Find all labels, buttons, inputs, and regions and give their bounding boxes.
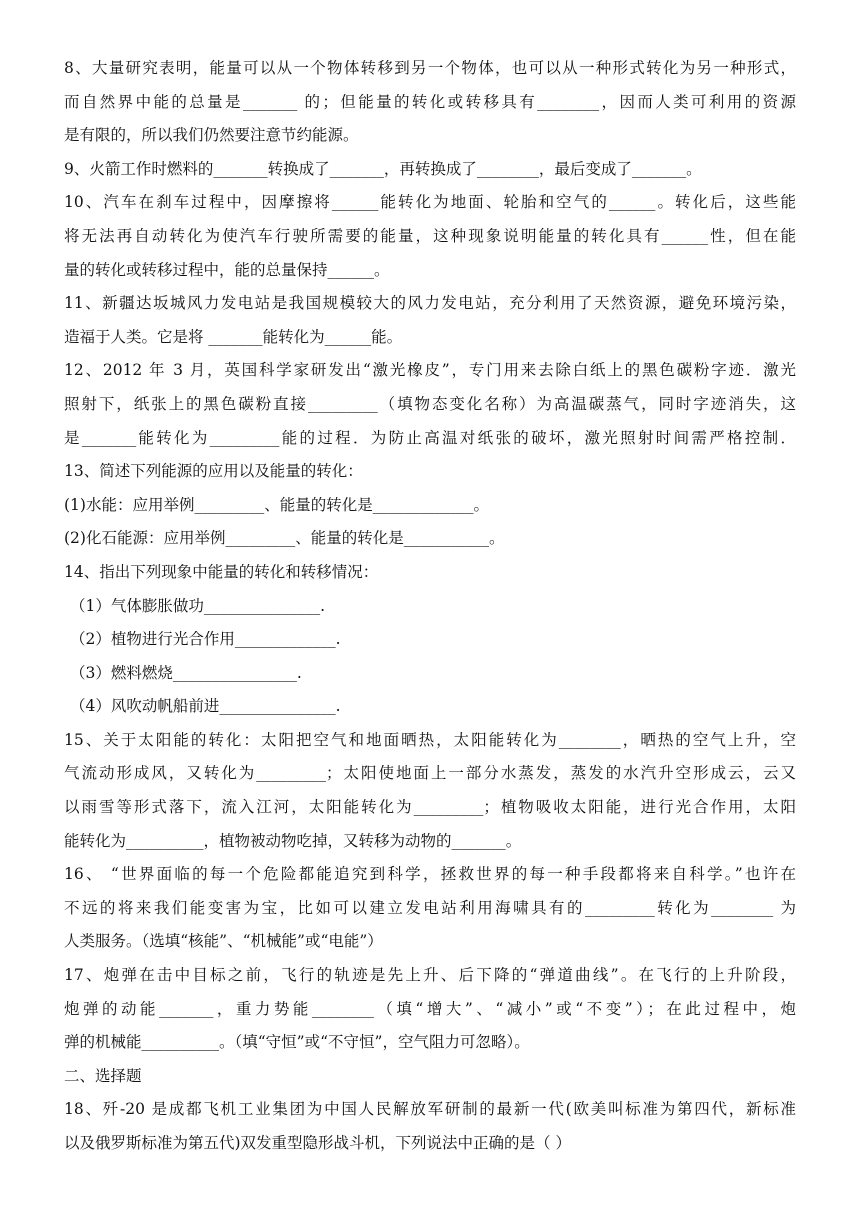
q14-item-3: （3）燃料燃烧________________. [70,663,302,682]
q11-line-1: 11、新疆达坂城风力发电站是我国规模较大的风力发电站，充分利用了天然资源，避免环境污染， [64,294,796,313]
q14-item-1: （1）气体膨胀做功_______________. [70,596,326,615]
q10-line-3: 量的转化或转移过程中，能的总量保持______。 [64,260,390,279]
q14-item-2: （2）植物进行光合作用_____________. [70,630,341,649]
q10-line-1: 10、汽车在刹车过程中，因摩擦将______能转化为地面、轮胎和空气的______。转化后，这些能 [64,193,796,212]
q15-line-2: 气流动形成风，又转化为_________；太阳使地面上一部分水蒸发，蒸发的水汽升空形成云，云又 [64,764,796,783]
q17-line-2: 炮弹的动能_______，重力势能________（填“增大”、“减小”或“不变”）；在此过程中，炮 [64,999,796,1018]
q11-line-2: 造福于人类。它是将 _______能转化为______能。 [64,327,403,346]
q13-item-2: (2)化石能源：应用举例_________、能量的转化是___________。 [64,529,505,548]
q14-item-4: （4）风吹动帆船前进_______________. [70,697,341,716]
q8-line-1: 8、大量研究表明，能量可以从一个物体转移到另一个物体，也可以从一种形式转化为另一种形式， [64,59,796,77]
q15-line-3: 以雨雪等形式落下，流入江河，太阳能转化为_________；植物吸收太阳能，进行光合作用，太阳 [64,798,796,817]
q10-line-2: 将无法再自动转化为使汽车行驶所需要的能量，这种现象说明能量的转化具有______性，但在能 [64,226,796,245]
q15-line-1: 15、关于太阳能的转化：太阳把空气和地面晒热，太阳能转化为________，晒热的空气上升，空 [64,730,796,749]
q16-line-2: 不远的将来我们能变害为宝，比如可以建立发电站利用海啸具有的_________转化为________ 为 [64,898,796,917]
q12-line-2: 照射下，纸张上的黑色碳粉直接_________（填物态变化名称）为高温碳蒸气，同时字迹消失，这 [64,394,796,413]
q13-item-1: (1)水能：应用举例_________、能量的转化是_____________。 [64,495,489,514]
q8-line-3: 是有限的，所以我们仍然要注意节约能源。 [64,126,359,145]
q8-line-2: 而自然界中能的总量是_______ 的；但能量的转化或转移具有________，因而人类可利用的资源 [64,92,796,111]
q15-line-4: 能转化为__________，植物被动物吃掉，又转移为动物的_______。 [64,831,522,850]
q18-line-2: 以及俄罗斯标准为第五代)双发重型隐形战斗机，下列说法中正确的是（ ） [64,1134,571,1152]
q12-line-3: 是_______能转化为_________能的过程．为防止高温对纸张的破坏，激光照射时间需严格控制． [64,428,796,447]
q12-line-1: 12、2012 年 3 月，英国科学家研发出“激光橡皮”，专门用来去除白纸上的黑色碳粉字迹．激光 [64,361,796,380]
q13-title: 13、简述下列能源的应用以及能量的转化： [64,462,363,481]
q18-line-1: 18、歼-20 是成都飞机工业集团为中国人民解放军研制的最新一代(欧美叫标准为第四代，新标准 [64,1100,796,1119]
q17-line-3: 弹的机械能__________。（填“守恒”或“不守恒”，空气阻力可忽略）。 [64,1033,530,1052]
section-heading-choice: 二、选择题 [64,1066,142,1085]
q17-line-1: 17、炮弹在击中目标之前，飞行的轨迹是先上升、后下降的“弹道曲线”。在飞行的上升阶段， [64,966,796,985]
q14-title: 14、指出下列现象中能量的转化和转移情况： [64,562,379,581]
q9-line-1: 9、火箭工作时燃料的_______转换成了_______，再转换成了________，最后变成了_______。 [64,159,702,178]
q16-line-1: 16、 “世界面临的每一个危险都能追究到科学，拯救世界的每一种手段都将来自科学。”也许在 [64,865,796,884]
q16-line-3: 人类服务。（选填“核能”、“机械能”或“电能”） [64,932,383,951]
